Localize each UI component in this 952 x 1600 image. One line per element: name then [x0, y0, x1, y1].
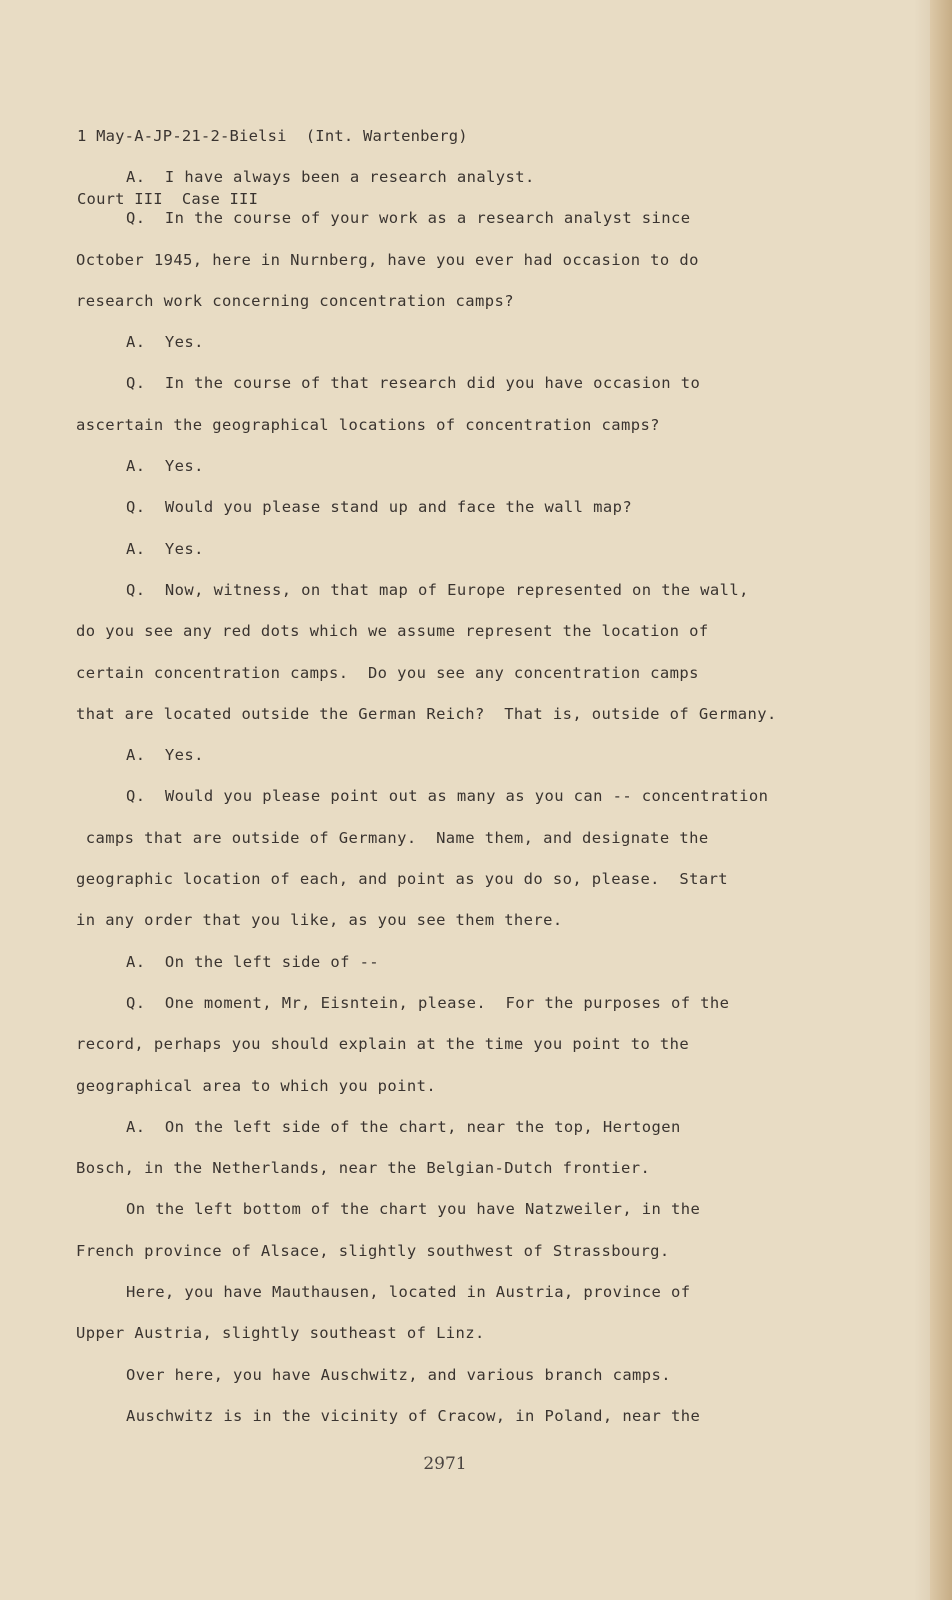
- transcript-line: do you see any red dots which we assume represent the location of: [76, 622, 709, 641]
- transcript-line: Q. In the course of that research did you have occasion to: [126, 374, 701, 393]
- transcript-line: Auschwitz is in the vicinity of Cracow, in Poland, near the: [126, 1406, 701, 1425]
- page-number: 2971: [423, 1454, 467, 1474]
- page-edge: [930, 0, 952, 1600]
- transcript-line: Q. Now, witness, on that map of Europe represented on the wall,: [126, 580, 749, 599]
- transcript-line: Over here, you have Auschwitz, and various branch camps.: [126, 1365, 671, 1384]
- transcript-line: On the left bottom of the chart you have Natzweiler, in the: [126, 1200, 701, 1219]
- transcript-line: research work concerning concentration camps?: [76, 291, 514, 310]
- header-court-line: Court III Case III: [77, 190, 259, 208]
- transcript-line: French province of Alsace, slightly southwest of Strassbourg.: [76, 1241, 670, 1260]
- transcript-line: A. Yes.: [126, 746, 204, 765]
- transcript-line: A. Yes.: [126, 457, 204, 476]
- transcript-line: Q. One moment, Mr, Eisntein, please. For the purposes of the: [126, 993, 730, 1012]
- transcript-line: Bosch, in the Netherlands, near the Belgian-Dutch frontier.: [76, 1159, 651, 1178]
- transcript-line: A. I have always been a research analyst.: [126, 168, 535, 186]
- transcript-line: Q. Would you please stand up and face the wall map?: [126, 498, 633, 517]
- transcript-line: certain concentration camps. Do you see any concentration camps: [76, 663, 699, 682]
- transcript-line: that are located outside the German Reich? That is, outside of Germany.: [76, 704, 777, 723]
- transcript-line: A. Yes.: [126, 539, 204, 558]
- transcript-line: in any order that you like, as you see them there.: [76, 911, 563, 930]
- transcript-line: geographic location of each, and point as you do so, please. Start: [76, 870, 729, 889]
- transcript-line: Upper Austria, slightly southeast of Linz.: [76, 1324, 485, 1343]
- transcript-line: record, perhaps you should explain at the time you point to the: [76, 1035, 690, 1054]
- transcript-body: [76, 162, 826, 1442]
- header-reference-line: 1 May-A-JP-21-2-Bielsi (Int. Wartenberg): [77, 127, 468, 145]
- transcript-line: Here, you have Mauthausen, located in Austria, province of: [126, 1283, 691, 1302]
- transcript-line: October 1945, here in Nurnberg, have you ever had occasion to do: [76, 250, 699, 269]
- transcript-line: geographical area to which you point.: [76, 1076, 437, 1095]
- transcript-line: A. On the left side of --: [126, 952, 380, 971]
- transcript-line: camps that are outside of Germany. Name them, and designate the: [76, 828, 709, 847]
- transcript-line: ascertain the geographical locations of concentration camps?: [76, 415, 660, 434]
- transcript-line: A. On the left side of the chart, near the top, Hertogen: [126, 1117, 681, 1136]
- transcript-line: A. Yes.: [126, 333, 204, 352]
- transcript-line: Q. In the course of your work as a research analyst since: [126, 209, 691, 228]
- transcript-line: Q. Would you please point out as many as you can -- concentration: [126, 787, 769, 806]
